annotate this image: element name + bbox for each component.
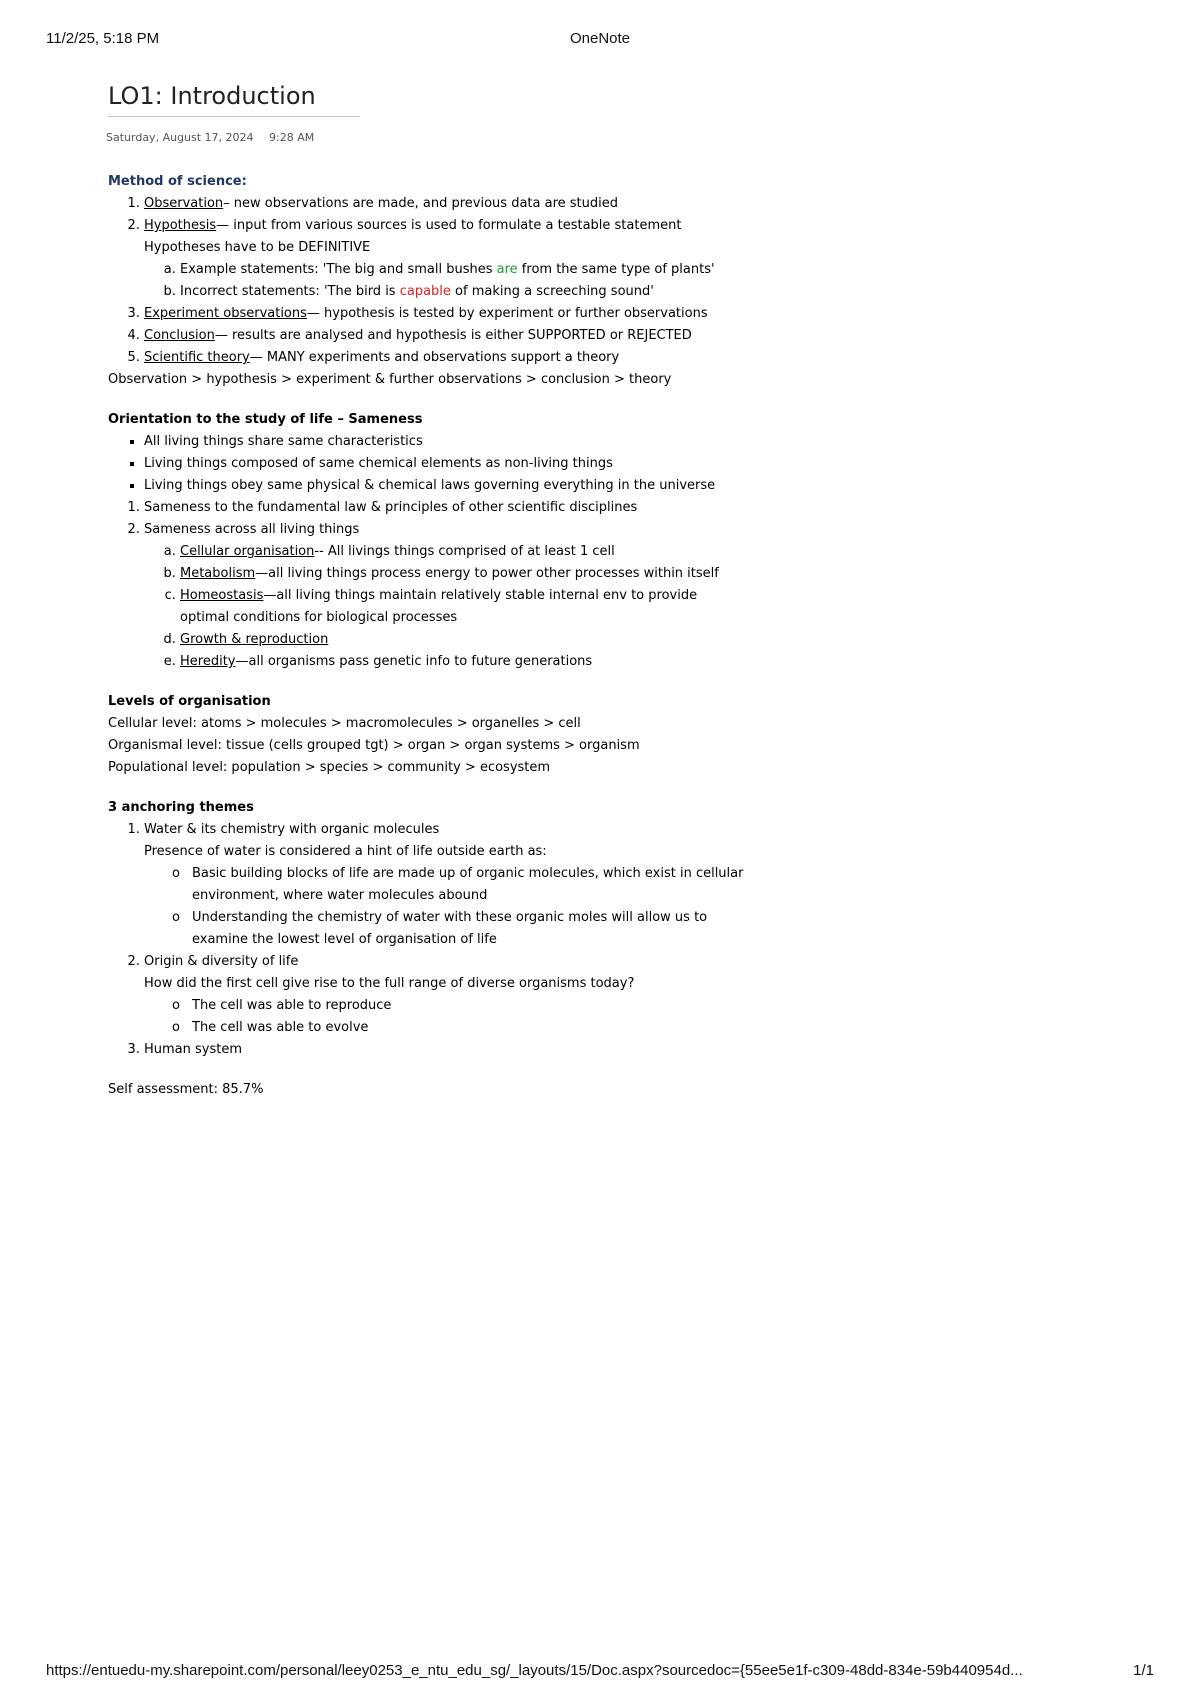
list-item: o Basic building blocks of life are made up of organic molecules, which exist in cellular environment, where water molecules abound (180, 863, 792, 907)
print-header (0, 30, 1200, 52)
list-item: o The cell was able to reproduce (180, 995, 1108, 1017)
desc: —all living things maintain relatively stable internal env to provide optimal conditions for biological processes (180, 588, 698, 625)
method-summary: Observation > hypothesis > experiment & further observations > conclusion > theory (108, 372, 672, 387)
example-incorrect (180, 281, 1108, 303)
theme-note: How did the first cell give rise to the full range of diverse organisms today? (144, 976, 635, 991)
method-item (144, 325, 1108, 347)
orientation-heading: Orientation to the study of life – Sameness (108, 412, 423, 427)
highlight-red: capable (399, 284, 451, 299)
list-item (144, 951, 1108, 1039)
page-datetime (106, 127, 1108, 149)
page-date: Saturday, August 17, 2024 (106, 131, 254, 144)
method-item (144, 303, 1108, 325)
text: Example statements: 'The big and small bushes (180, 262, 497, 277)
method-desc: — results are analysed and hypothesis is either SUPPORTED or REJECTED (214, 328, 692, 343)
spacer (108, 1061, 1108, 1079)
method-term: Scientific theory (144, 350, 250, 365)
method-item (144, 347, 1108, 369)
term: Homeostasis (180, 588, 264, 603)
theme-title: Origin & diversity of life (144, 954, 299, 969)
themes-heading: 3 anchoring themes (108, 800, 254, 815)
themes-list (108, 819, 1108, 1061)
list-item (144, 819, 1108, 951)
levels-line: Organismal level: tissue (cells grouped tgt) > organ > organ systems > organism (108, 738, 640, 753)
method-desc: — MANY experiments and observations support a theory (249, 350, 620, 365)
method-desc: – new observations are made, and previous data are studied (223, 196, 618, 211)
hypothesis-examples (144, 259, 1108, 303)
spacer (108, 391, 1108, 409)
text: of making a screeching sound' (450, 284, 654, 299)
print-url[interactable]: https://entuedu-my.sharepoint.com/personal/leey0253_e_ntu_edu_sg/_layouts/15/Doc.aspx?sourcedoc={55ee5e1f-c309-48dd-834e-59b440954d... (46, 1662, 1023, 1679)
print-datetime: 11/2/25, 5:18 PM (46, 30, 160, 47)
example-correct (180, 259, 1108, 281)
sameness-sublist (144, 541, 1108, 673)
term: Growth & reproduction (180, 632, 329, 647)
levels-line: Populational level: population > species > community > ecosystem (108, 760, 551, 775)
levels-heading: Levels of organisation (108, 694, 271, 709)
list-item (180, 541, 1108, 563)
list-item-text: Sameness across all living things (144, 522, 360, 537)
list-item: ▪ All living things share same characteristics (144, 431, 1108, 453)
method-item (144, 215, 1108, 303)
text: Incorrect statements: 'The bird is (180, 284, 400, 299)
list-item (180, 629, 1108, 651)
list-item (180, 651, 1108, 673)
method-desc: — hypothesis is tested by experiment or further observations (306, 306, 708, 321)
levels-line: Cellular level: atoms > molecules > macromolecules > organelles > cell (108, 716, 581, 731)
method-item (144, 193, 1108, 215)
page-title[interactable]: LO1: Introduction (108, 80, 360, 117)
spacer (108, 673, 1108, 691)
desc: —all living things process energy to power other processes within itself (255, 566, 719, 581)
method-desc: — input from various sources is used to formulate a testable statement (216, 218, 682, 233)
text: from the same type of plants' (517, 262, 715, 277)
list-item: 1. Sameness to the fundamental law & principles of other scientific disciplines (144, 497, 1108, 519)
list-item (144, 519, 1108, 673)
page-time: 9:28 AM (269, 131, 315, 144)
orientation-numbered (108, 497, 1108, 673)
list-item (180, 585, 700, 629)
list-item: ▪ Living things obey same physical & chemical laws governing everything in the universe (144, 475, 1108, 497)
desc: -- All livings things comprised of at least 1 cell (314, 544, 615, 559)
desc: —all organisms pass genetic info to future generations (235, 654, 593, 669)
print-footer (0, 1662, 1200, 1704)
theme-title: Water & its chemistry with organic molecules (144, 822, 440, 837)
method-term: Experiment observations (144, 306, 307, 321)
method-heading: Method of science: (108, 174, 247, 189)
method-term: Conclusion (144, 328, 215, 343)
print-page-number: 1/1 (1133, 1662, 1154, 1679)
term: Heredity (180, 654, 236, 669)
list-item: ▪ Living things composed of same chemical elements as non-living things (144, 453, 1108, 475)
list-item: 3. Human system (144, 1039, 1108, 1061)
term: Metabolism (180, 566, 256, 581)
note-page (108, 80, 1108, 1101)
theme-points (144, 863, 1108, 951)
method-term: Hypothesis (144, 218, 217, 233)
list-item: o The cell was able to evolve (180, 1017, 1108, 1039)
list-item (180, 563, 1108, 585)
self-assessment: Self assessment: 85.7% (108, 1082, 264, 1097)
hypothesis-note: Hypotheses have to be DEFINITIVE (144, 240, 371, 255)
theme-points (144, 995, 1108, 1039)
method-term: Observation (144, 196, 224, 211)
print-app-name: OneNote (569, 30, 631, 47)
spacer (108, 149, 1108, 171)
term: Cellular organisation (180, 544, 315, 559)
method-list (108, 193, 1108, 369)
spacer (108, 779, 1108, 797)
orientation-bullets (108, 431, 1108, 497)
highlight-green: are (496, 262, 518, 277)
theme-note: Presence of water is considered a hint of life outside earth as: (144, 844, 547, 859)
list-item: o Understanding the chemistry of water with these organic moles will allow us to examine the lowest level of organisation of life (180, 907, 712, 951)
